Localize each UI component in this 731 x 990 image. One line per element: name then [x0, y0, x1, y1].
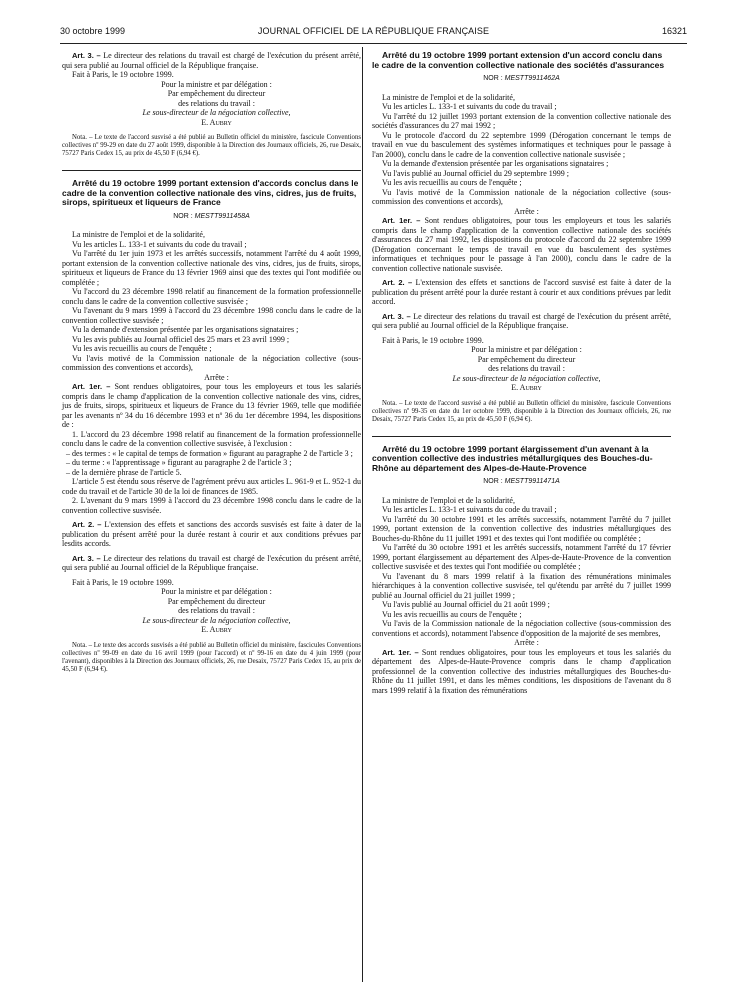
arrete-heading: Arrête :	[204, 372, 229, 382]
visa-line: Vu les articles L. 133-1 et suivants du code du travail ;	[382, 102, 557, 111]
right-column	[372, 51, 671, 695]
signature-line: des relations du travail :	[178, 606, 255, 615]
visa-line: Vu l'arrêté du 30 octobre 1991 et les arrêtés successifs, notamment l'arrêté du 17 février 1999, portant élargissement au département des Alpes-de-Haute-Provence de la convention collective susvisée et des textes qui l'ont modifiée ou complétée ;	[372, 543, 671, 571]
visa-line: Vu la demande d'extension présentée par les organisations signataires ;	[72, 325, 299, 334]
decree-title: Arrêté du 19 octobre 1999 portant extension d'un accord conclu dans le cadre de la convention collective nationale des sociétés d'assurances	[372, 50, 665, 70]
signature-role: Le sous-directeur de la négociation collective,	[452, 373, 601, 383]
visa-line: Vu les avis recueillis au cours de l'enquête ;	[382, 178, 522, 187]
visa-line: Vu l'avis motivé de la Commission nationale de la négociation collective (sous-commission des conventions et accords),	[62, 353, 361, 372]
decree-title: Arrêté du 19 octobre 1999 portant extension d'accords conclus dans le cadre de la convention collective nationale des vins, cidres, jus de fruits, sirops, spiritueux et liqueurs de France	[62, 178, 359, 207]
visa-line: Vu les articles L. 133-1 et suivants du code du travail ;	[72, 239, 247, 249]
section-separator	[62, 170, 361, 171]
visa-line: La ministre de l'emploi et de la solidarité,	[72, 230, 205, 239]
section-separator	[372, 436, 671, 437]
visa-line: Vu l'arrêté du 12 juillet 1993 portant extension de la convention collective nationale des sociétés d'assurances du 27 mai 1992 ;	[372, 111, 671, 130]
signature-name: E. Aubry	[201, 625, 232, 634]
visa-line: Vu l'avis publié au Journal officiel du 29 septembre 1999 ;	[382, 168, 569, 178]
visa-line: La ministre de l'emploi et de la solidarité,	[382, 495, 515, 505]
article-paragraph: Art. 3. – Le directeur des relations du travail est chargé de l'exécution du présent arrêté, qui sera publié au Journal officiel de la République française.	[62, 553, 362, 572]
nor-reference: NOR : MESTT9911462A	[483, 75, 560, 82]
visa-line: Vu l'accord du 23 décembre 1998 relatif au financement de la formation professionnelle conclu dans le cadre de la convention collective susvisée ;	[62, 287, 361, 306]
nota-paragraph: Nota. – Le texte des accords susvisés a été publié au Bulletin officiel du ministère, fascicules Conventions collectives nº 99-09 en date du 16 avril 1999 (pour l'accord) et nº 99-16 en date du 4 juin 1999 (pour l'avenant), disponibles à la Direction des Journaux officiels, 26, rue Desaix, 75727 Paris Cedex 15, au prix de 45,50 F (6,94 €).	[62, 641, 361, 673]
page-header	[60, 26, 687, 40]
header-page-number: 16321	[661, 26, 687, 36]
body-paragraph: L'article 5 est étendu sous réserve de l'agrément prévu aux articles L. 961-9 et L. 952-1 du code du travail et de l'article 30 de la loi de finances de 1985.	[62, 477, 361, 496]
column-divider	[362, 47, 363, 982]
signature-line: Par empêchement du directeur	[167, 596, 266, 606]
visa-line: Vu les avis recueillis au cours de l'enquête ;	[382, 609, 522, 619]
visa-line: Vu le protocole d'accord du 22 septembre 1999 (Dérogation concernant le temps de travail en vue du basculement des systèmes informatiques et techniques pour le passage à l'an 2000), conclu dans le cadre de la convention collective nationale susvisée ;	[372, 130, 671, 159]
article-paragraph: Art. 2. – L'extension des effets et sanctions de l'accord susvisé est faite à dater de la publication du présent arrêté pour la durée restant à courir et aux conditions prévues par ledit accord.	[372, 278, 671, 306]
visa-line: Vu l'arrêté du 1er juin 1973 et les arrêtés successifs, notamment l'arrêté du 4 août 1999, portant extension de la convention collective nationale des vins, cidres, jus de fruits, sirops, spiritueux et liqueurs de France du 13 février 1969 ainsi que des textes qui l'ont modifiée ou complétée ;	[62, 249, 361, 287]
visa-line: Vu l'avis de la Commission nationale de la négociation collective (sous-commission des conventions et accords), notamment l'absence d'opposition de la majorité de ses membres,	[372, 619, 671, 638]
signature-name: E. Aubry	[201, 117, 232, 127]
nor-reference: NOR : MESTT9911471A	[483, 478, 560, 485]
nota-paragraph: Nota. – Le texte de l'accord susvisé a été publié au Bulletin officiel du ministère, fascicule Conventions collectives nº 99-29 en date du 27 août 1999, disponible à la Direction des Journaux officiels, 26, rue Desaix, 75727 Paris Cedex 15, au prix de 45,50 F (6,94 €).	[62, 134, 361, 157]
item-paragraph: 1. L'accord du 23 décembre 1998 relatif au financement de la formation professionnelle conclu dans le cadre de la convention collective susvisée, à l'exclusion :	[62, 429, 361, 448]
left-column	[62, 51, 361, 674]
signature-role: Le sous-directeur de la négociation collective,	[142, 108, 291, 117]
article-paragraph: Art. 1er. – Sont rendues obligatoires, pour tous les employeurs et tous les salariés compris dans le champ d'application de la convention collective nationale des sociétés d'assurances du 27 mai 1992, les dispositions du protocole d'accord du 22 septembre 1999 (Dérogation concernant le temps de travail en vue du basculement des systèmes informatiques et techniques pour le passage à l'an 2000), conclu dans le cadre de la convention collective nationale susvisée.	[372, 216, 672, 273]
arrete-heading: Arrête :	[514, 206, 539, 216]
visa-line: Vu la demande d'extension présentée par les organisations signataires ;	[382, 159, 609, 168]
signature-line: Par empêchement du directeur	[477, 354, 576, 364]
visa-line: Vu l'avis motivé de la Commission nationale de la négociation collective (sous-commission des conventions et accords),	[372, 187, 671, 206]
nota-paragraph: Nota. – Le texte de l'accord susvisé a été publié au Bulletin officiel du ministère, fascicule Conventions collectives nº 99-35 en date du 1er octobre 1999, disponible à la Direction des Journaux officiels, 26, rue Desaix, 75727 Paris Cedex 15, au prix de 45,50 F (6,94 €).	[372, 399, 671, 423]
article-paragraph: Art. 3. – Le directeur des relations du travail est chargé de l'exécution du présent arrêté, qui sera publié au Journal officiel de la République française.	[62, 51, 362, 70]
signature-line: des relations du travail :	[488, 364, 565, 373]
signature-line: des relations du travail :	[178, 98, 255, 108]
article-paragraph: Art. 1er. – Sont rendues obligatoires, pour tous les employeurs et tous les salariés compris dans le champ d'application de la convention collective nationale des vins, cidres, jus de fruits, sirops, spiritueux et liqueurs de France du 13 février 1969, telle que modifiée par les avenants nº 34 du 16 décembre 1993 et nº 36 du 1er décembre 1994, les dispositions de :	[62, 382, 362, 429]
article-paragraph: Art. 1er. – Sont rendues obligatoires, pour tous les employeurs et tous les salariés du département des Alpes-de-Haute-Provence compris dans le champ d'application professionnel de la convention collective des industries métallurgiques des Bouches-du-Rhône du 11 juillet 1991, et dans les mêmes conditions, les dispositions de l'avenant du 8 mars 1999 relatif à la fixation des rémunérations	[372, 647, 672, 695]
visa-line: Vu les avis recueillis au cours de l'enquête ;	[72, 344, 212, 353]
signature-place-date: Fait à Paris, le 19 octobre 1999.	[72, 70, 174, 79]
signature-name: E. Aubry	[511, 383, 542, 392]
signature-line: Pour la ministre et par délégation :	[161, 79, 272, 89]
signature-role: Le sous-directeur de la négociation collective,	[142, 615, 291, 625]
item-paragraph: 2. L'avenant du 9 mars 1999 à l'accord du 23 décembre 1998 conclu dans le cadre de la convention collective susvisée.	[62, 496, 361, 515]
visa-line: La ministre de l'emploi et de la solidarité,	[382, 92, 515, 102]
visa-line: Vu l'avenant du 8 mars 1999 relatif à la fixation des rémunérations minimales hiérarchiques à la convention collective susvisée, tel qu'étendu par arrêté du 7 juillet 1999 publié au Journal officiel du 21 juillet 1999 ;	[372, 571, 671, 600]
dash-item: – des termes : « le capital de temps de formation » figurant au paragraphe 2 de l'article 3 ;	[66, 448, 353, 458]
visa-line: Vu les avis publiés au Journal officiel des 25 mars et 23 avril 1999 ;	[72, 334, 290, 344]
visa-line: Vu les articles L. 133-1 et suivants du code du travail ;	[382, 505, 557, 514]
article-paragraph: Art. 3. – Le directeur des relations du travail est chargé de l'exécution du présent arrêté, qui sera publié au Journal officiel de la République française.	[372, 311, 672, 330]
decree-title: Arrêté du 19 octobre 1999 portant élargissement d'un avenant à la convention collective des industries métallurgiques des Bouches-du-Rhône au département des Alpes-de-Haute-Provence	[372, 443, 653, 473]
header-date: 30 octobre 1999	[60, 26, 126, 36]
visa-line: Vu l'arrêté du 30 octobre 1991 et les arrêtés successifs, notamment l'arrêté du 7 juillet 1999, portant extension de la convention collective des industries métallurgiques des Bouches-du-Rhône du 11 juillet 1991 et des textes qui l'ont modifiée ou complétée ;	[372, 514, 671, 543]
header-rule	[60, 43, 687, 44]
arrete-heading: Arrête :	[514, 638, 539, 647]
dash-item: – du terme : « l'apprentissage » figurant au paragraphe 2 de l'article 3 ;	[66, 458, 292, 467]
visa-line: Vu l'avenant du 9 mars 1999 à l'accord du 23 décembre 1998 conclu dans le cadre de la convention collective susvisée ;	[62, 306, 361, 325]
signature-place-date: Fait à Paris, le 19 octobre 1999.	[72, 577, 174, 587]
signature-line: Pour la ministre et par délégation :	[471, 345, 582, 354]
signature-line: Pour la ministre et par délégation :	[161, 587, 272, 596]
nor-reference: NOR : MESTT9911458A	[173, 212, 250, 220]
visa-line: Vu l'avis publié au Journal officiel du 21 août 1999 ;	[382, 600, 550, 609]
article-paragraph: Art. 2. – L'extension des effets et sanctions des accords susvisés est faite à dater de la publication du présent arrêté pour la durée restant à courir et aux conditions prévues par lesdits accords.	[62, 520, 361, 548]
signature-place-date: Fait à Paris, le 19 octobre 1999.	[382, 335, 484, 345]
dash-item: – de la dernière phrase de l'article 5.	[66, 467, 182, 477]
signature-line: Par empêchement du directeur	[167, 89, 266, 98]
header-journal-title: JOURNAL OFFICIEL DE LA RÉPUBLIQUE FRANÇAISE	[257, 26, 490, 36]
